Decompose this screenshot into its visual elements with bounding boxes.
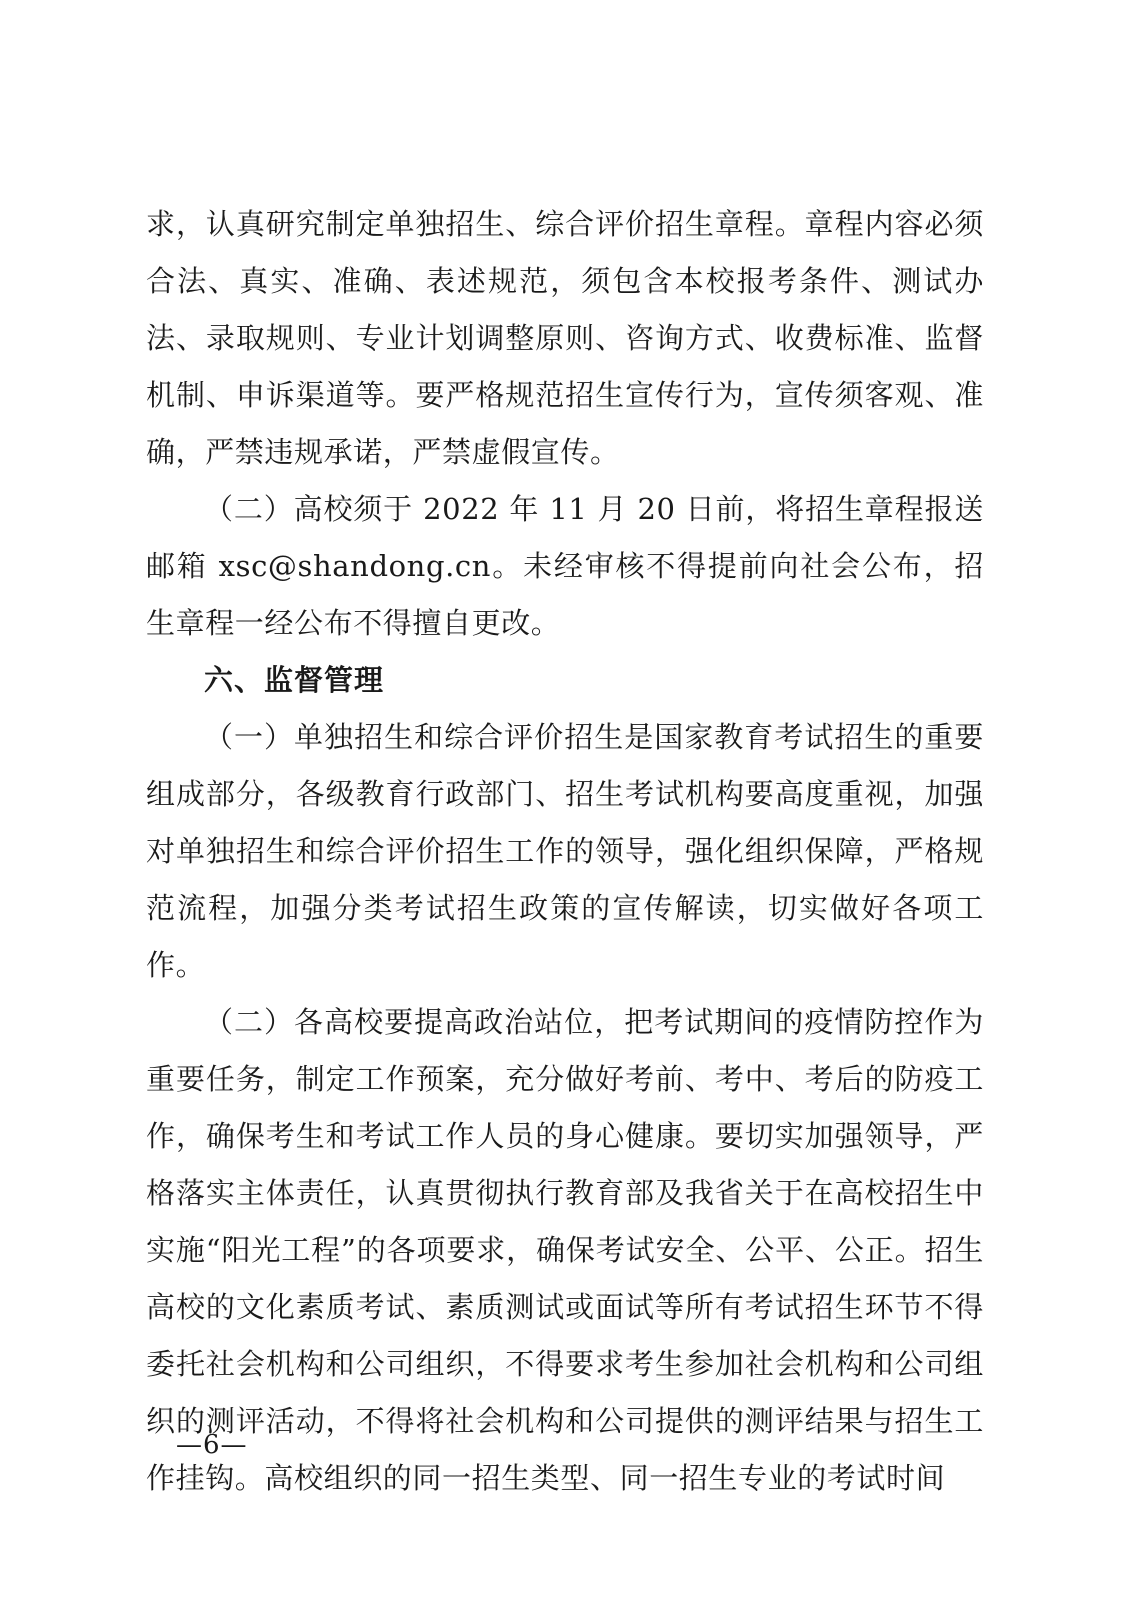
- body-text-top: [146, 196, 984, 1507]
- page-number: —6—: [176, 1430, 248, 1460]
- paragraph-supervision-1: （一）单独招生和综合评价招生是国家教育考试招生的重要组成部分，各级教育行政部门、招生考试机构要高度重视，加强对单独招生和综合评价招生工作的领导，强化组织保障，严格规范流程，加强分类考试招生政策的宣传解读，切实做好各项工作。: [146, 720, 984, 982]
- paragraph-submission-deadline: （二）高校须于 2022 年 11 月 20 日前，将招生章程报送邮箱 xsc@shandong.cn。未经审核不得提前向社会公布，招生章程一经公布不得擅自更改。: [146, 492, 984, 640]
- paragraph-supervision-2: （二）各高校要提高政治站位，把考试期间的疫情防控作为重要任务，制定工作预案，充分做好考前、考中、考后的防疫工作，确保考生和考试工作人员的身心健康。要切实加强领导，严格落实主体责任，认真贯彻执行教育部及我省关于在高校招生中实施“阳光工程”的各项要求，确保考试安全、公平、公正。招生高校的文化素质考试、素质测试或面试等所有考试招生环节不得委托社会机构和公司组织，不得要求考生参加社会机构和公司组织的测评活动，不得将社会机构和公司提供的测评结果与招生工作挂钩。高校组织的同一招生类型、同一招生专业的考试时间: [146, 1005, 984, 1495]
- section-heading-supervision: 六、监督管理: [204, 663, 385, 697]
- paragraph-continued: 求，认真研究制定单独招生、综合评价招生章程。章程内容必须合法、真实、准确、表述规范，须包含本校报考条件、测试办法、录取规则、专业计划调整原则、咨询方式、收费标准、监督机制、申诉渠道等。要严格规范招生宣传行为，宣传须客观、准确，严禁违规承诺，严禁虚假宣传。: [146, 207, 984, 469]
